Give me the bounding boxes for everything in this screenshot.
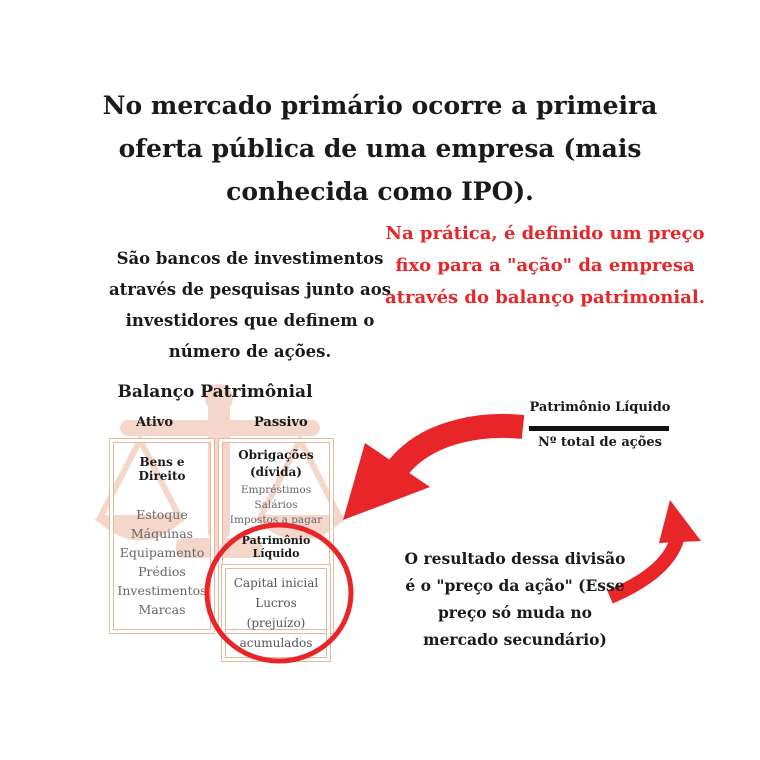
ativo-label: Ativo <box>136 415 174 430</box>
result-text: O resultado dessa divisão é o "preço da ação" (Esse preço só muda no mercado secundário) <box>404 549 626 649</box>
page-title: No mercado primário ocorre a primeira oferta pública de uma empresa (mais conhecida como IPO). <box>102 91 658 206</box>
pl-item: Lucros (prejuízo) <box>246 596 306 630</box>
ativo-item: Prédios <box>138 564 186 579</box>
obrigacoes-heading <box>223 447 329 481</box>
fraction-bar <box>529 426 669 431</box>
pl-item: acumulados <box>239 636 313 650</box>
investment-banks-text: São bancos de investimentos através de pesquisas junto aos investidores que definem o número de ações. <box>108 249 392 361</box>
ativo-item: Equipamento <box>119 545 205 560</box>
ativo-heading: Bens e Direito <box>138 455 186 483</box>
balance-sheet-title: Balanço Patrimônial <box>117 382 313 402</box>
passivo-label: Passivo <box>254 415 308 430</box>
passivo-item: Salários <box>254 499 298 511</box>
ativo-item: Estoque <box>136 507 188 522</box>
curved-arrow-left-icon <box>335 405 530 525</box>
fraction-denominator: Nº total de ações <box>538 435 662 450</box>
highlight-circle <box>196 518 366 668</box>
ativo-item: Investimentos <box>117 583 207 598</box>
fraction-numerator: Patrimônio Líquido <box>529 400 671 415</box>
pl-heading: Patrimônio Líquido <box>241 534 311 560</box>
passivo-item: Empréstimos <box>240 484 312 496</box>
passivo-item: Impostos a pagar <box>229 514 323 526</box>
fixed-price-text: Na prática, é definido um preço fixo para a "ação" da empresa através do balanço patrimonial. <box>385 223 705 308</box>
divida-line: (dívida) <box>249 465 302 479</box>
ativo-item: Máquinas <box>130 526 194 541</box>
ativo-item: Marcas <box>138 602 186 617</box>
pl-item: Capital inicial <box>233 576 319 590</box>
obrigacoes-line: Obrigações <box>238 448 314 462</box>
